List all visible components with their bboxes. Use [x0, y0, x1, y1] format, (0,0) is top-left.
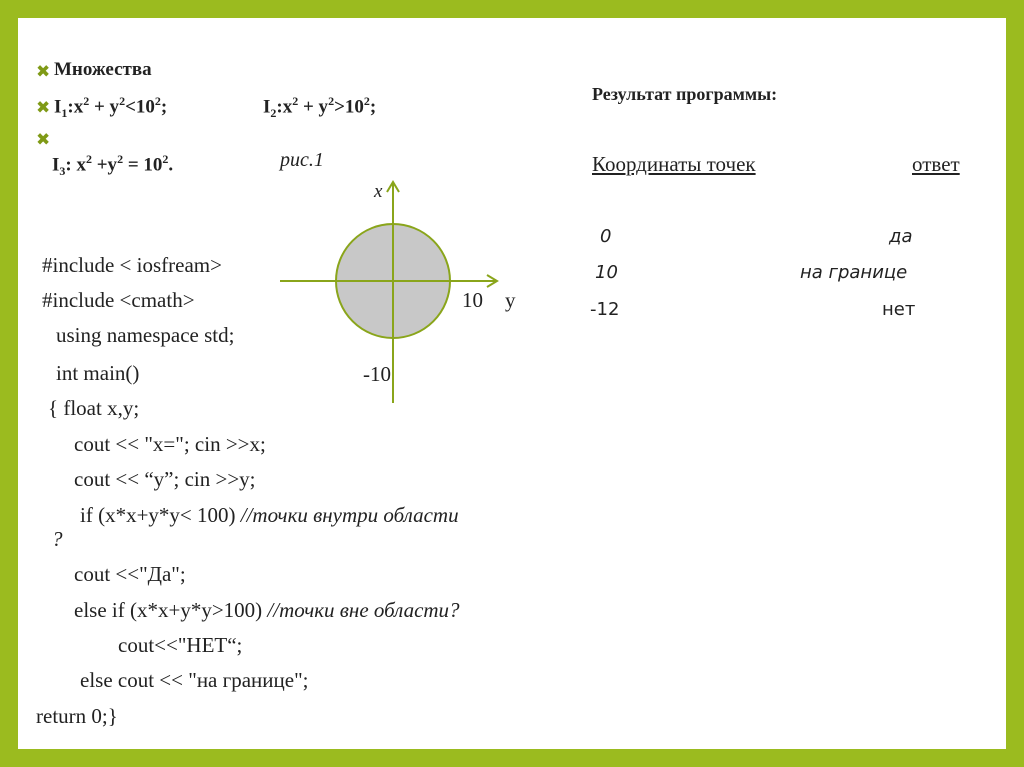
result-title: Результат программы:: [592, 84, 778, 104]
bullet-icon: ✖: [36, 62, 51, 82]
x-axis-label: x: [374, 181, 383, 202]
code-line: cout << "x="; cin >>x;: [74, 432, 266, 456]
code-line: if (x*x+y*y< 100) //точки внутри области: [80, 503, 459, 527]
figure-caption: рис.1: [280, 149, 324, 171]
result-col2-header: ответ: [912, 152, 960, 176]
code-line: #include < iosfream>: [42, 253, 222, 277]
result-answer: на границе: [800, 262, 908, 283]
set-i1: $I_1:x^2 + y^2<10^2$;: [54, 94, 168, 121]
y-axis-label: y: [505, 288, 516, 312]
sets-title: Множества: [54, 59, 152, 80]
result-coord: -12: [590, 299, 620, 320]
set-i3: $I_3$: $x^2 +y^2 = 10^2$.: [52, 152, 174, 179]
code-line: #include <cmath>: [42, 288, 195, 312]
code-line: return 0;}: [36, 704, 118, 728]
code-line: cout << “y”; cin >>y;: [74, 467, 256, 491]
result-col1-header: Координаты точек: [592, 152, 756, 176]
code-line: else if (x*x+y*y>100) //точки вне области?: [74, 598, 460, 622]
code-line: cout<<"НЕТ“;: [118, 633, 243, 657]
result-answer: да: [889, 226, 913, 247]
result-answer: нет: [882, 299, 916, 320]
code-line: cout <<"Да";: [74, 562, 186, 586]
code-line: int main(): [56, 361, 140, 385]
label-negative: -10: [363, 362, 391, 386]
result-coord: 10: [595, 262, 618, 283]
code-line: using namespace std;: [56, 323, 235, 347]
code-line: else cout << "на границе";: [80, 668, 309, 692]
code-line: { float x,y;: [48, 396, 140, 420]
code-line: ?: [52, 527, 63, 551]
slide: [18, 18, 1006, 749]
label-positive: 10: [462, 288, 483, 312]
set-i2: $I_2:x^2 + y^2>10^2$;: [263, 94, 377, 121]
result-coord: 0: [600, 226, 612, 247]
bullet-icon: ✖: [36, 130, 51, 150]
bullet-icon: ✖: [36, 98, 51, 118]
